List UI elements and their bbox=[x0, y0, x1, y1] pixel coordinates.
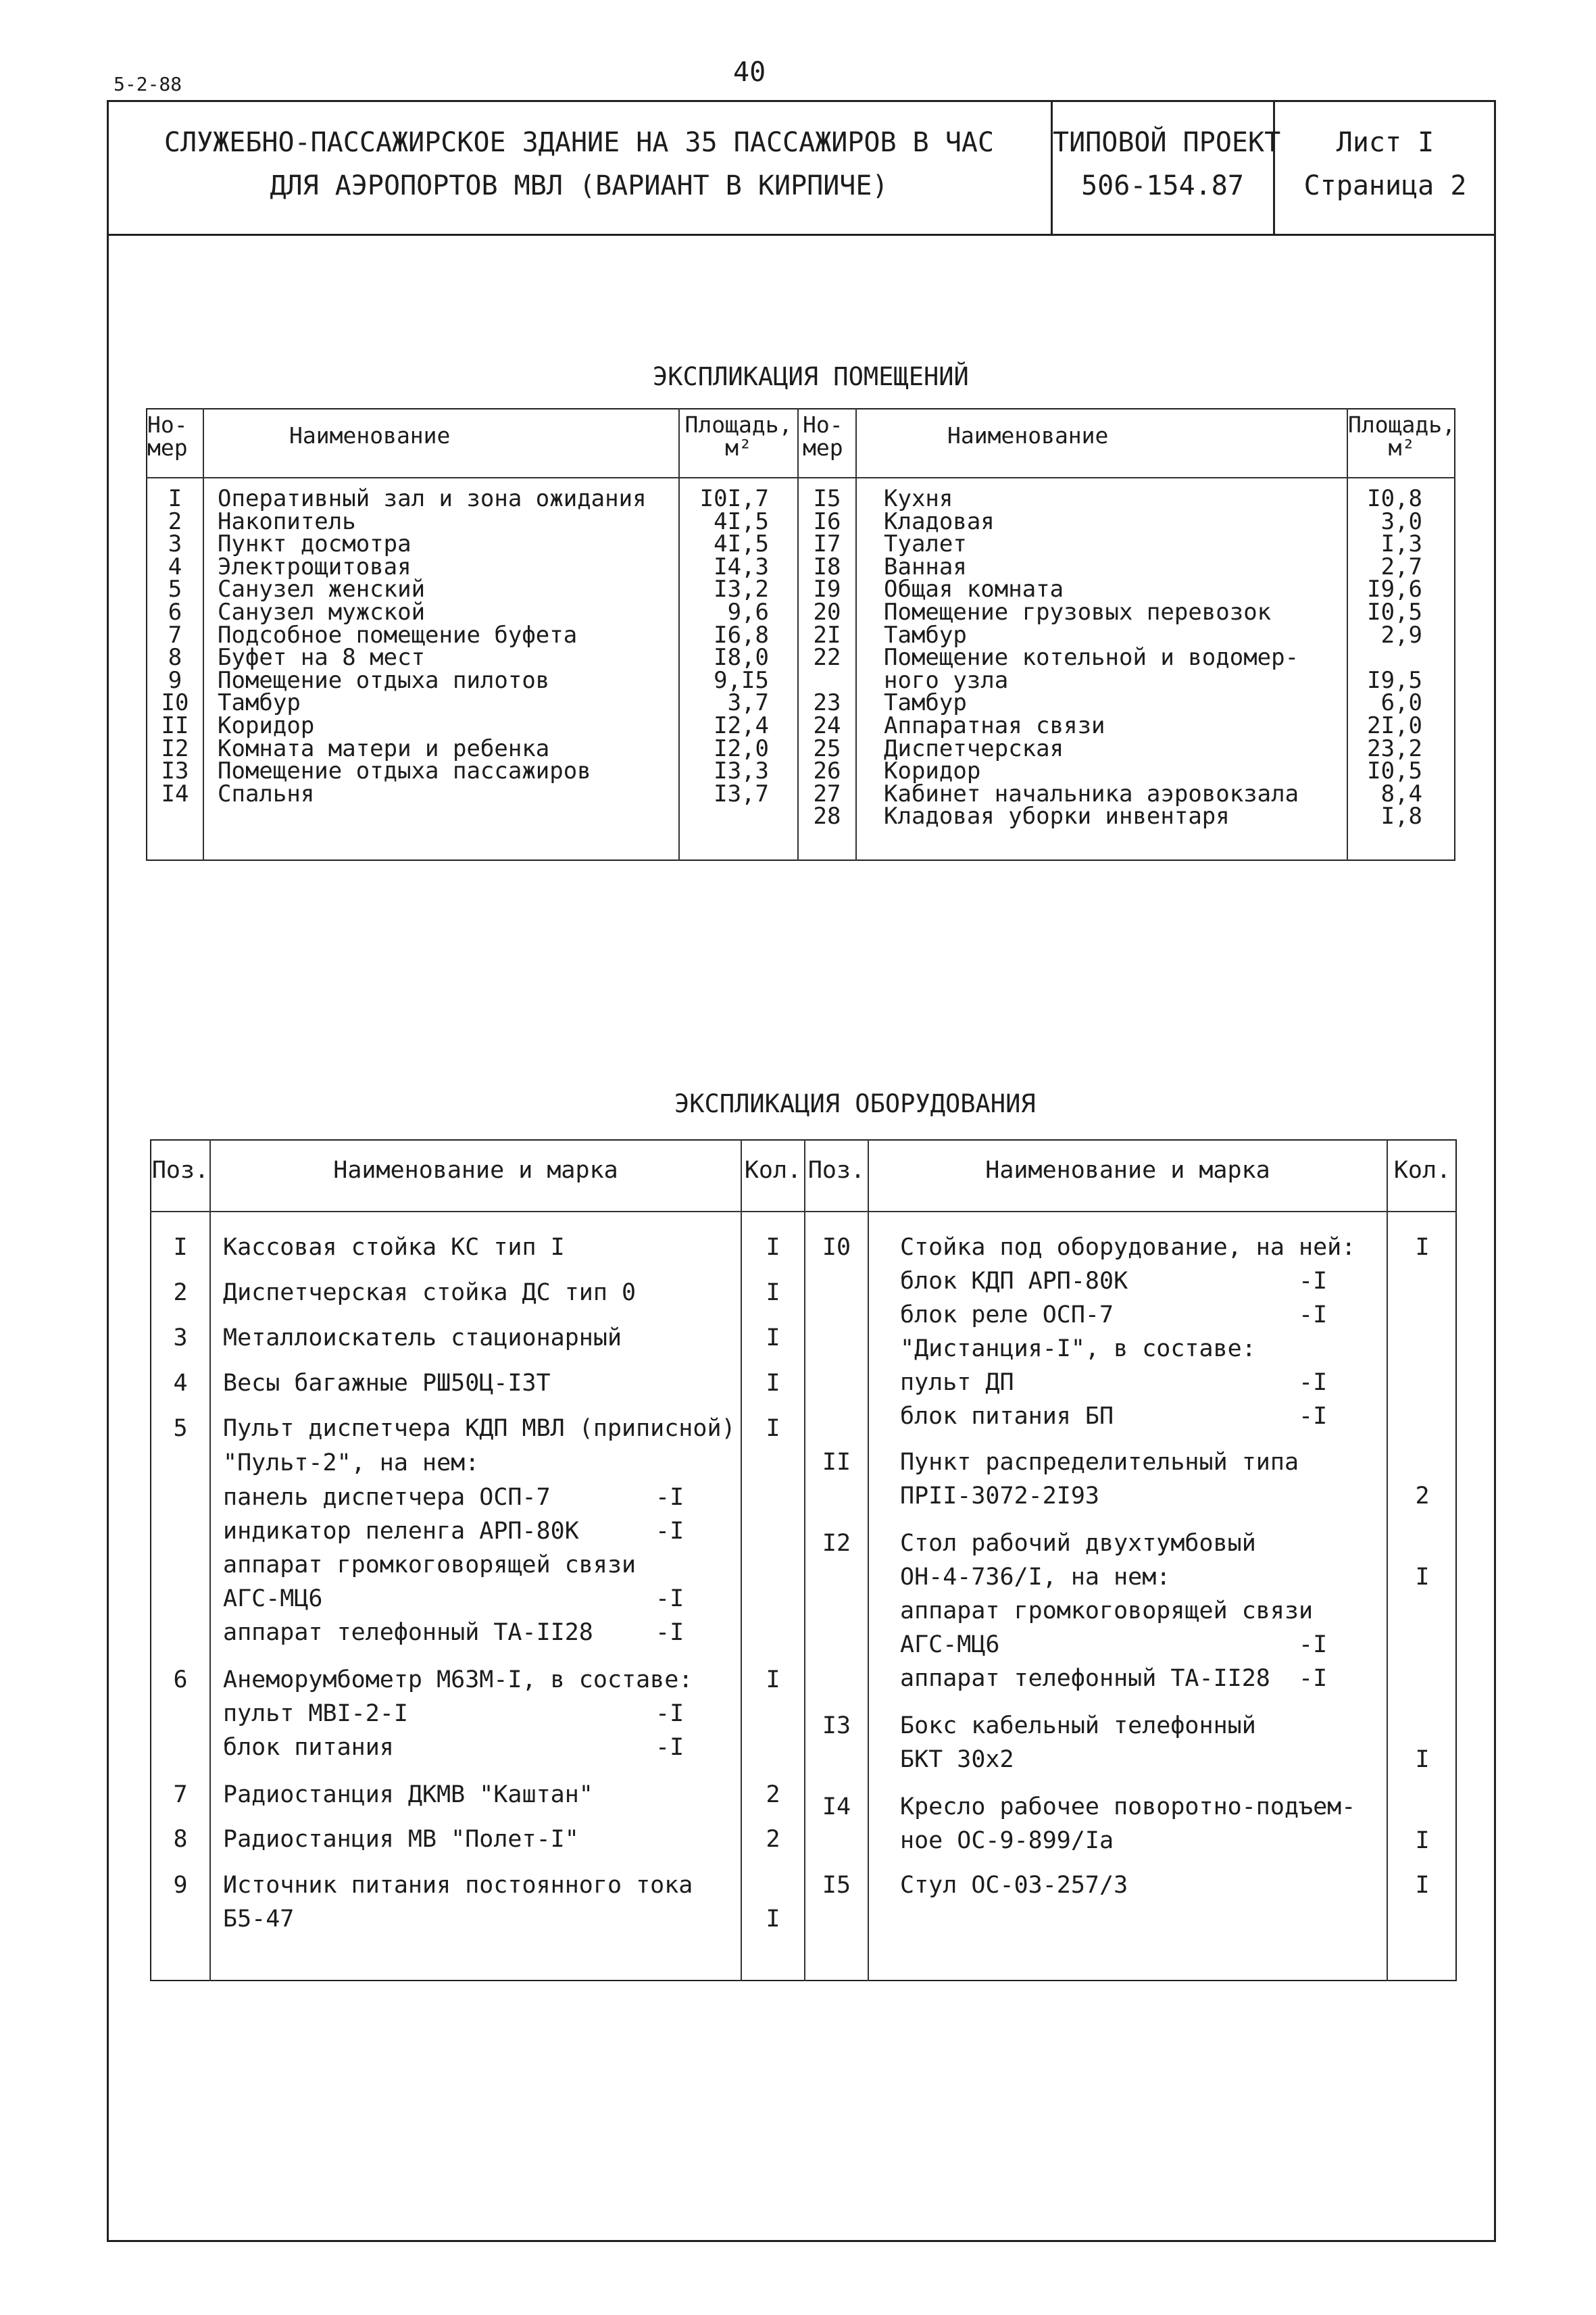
equipment-left-name: индикатор пеленга АРП-80К bbox=[223, 1518, 579, 1545]
equipment-right-name: Стойка под оборудование, на ней: bbox=[900, 1234, 1356, 1261]
equipment-left-pos: 8 bbox=[173, 1826, 188, 1853]
equipment-left-qty: 2 bbox=[766, 1826, 780, 1853]
equipment-right-qty: I bbox=[1415, 1827, 1430, 1854]
equipment-left-name: Радиостанция ДКМВ "Каштан" bbox=[223, 1781, 593, 1808]
equipment-right-name: блок КДП АРП-80К bbox=[900, 1268, 1128, 1295]
equipment-header-name-left: Наименование и марка bbox=[333, 1157, 618, 1184]
equipment-right-name: ное ОС-9-899/Iа bbox=[900, 1827, 1114, 1854]
equipment-right-pos: I3 bbox=[822, 1712, 851, 1739]
equipment-right-name: пульт ДП bbox=[900, 1369, 1014, 1396]
equipment-left-sub-qty: -I bbox=[655, 1484, 684, 1511]
equipment-header-qty-left: Кол. bbox=[744, 1157, 802, 1184]
rooms-left-names: Оперативный зал и зона ожидания Накопитель Пункт досмотра Электрощитовая Санузел женский Санузел мужской Подсобное помещение буфета Буфет на 8 мест Помещение отдыха пилотов Тамбур Коридор Комната матери и ребенка Помещение отдыха пассажиров Спальня bbox=[218, 485, 647, 807]
stamp-sheet: Лист I bbox=[1336, 127, 1435, 158]
equipment-left-name: пульт МВI-2-I bbox=[223, 1700, 408, 1727]
equipment-right-sub-qty: -I bbox=[1299, 1369, 1328, 1396]
equipment-left-pos: 5 bbox=[173, 1415, 188, 1442]
equipment-left-pos: 2 bbox=[173, 1279, 188, 1306]
rooms-header-name-right: Наименование bbox=[947, 422, 1109, 449]
equipment-left-sub-qty: -I bbox=[655, 1518, 684, 1545]
page-number: 40 bbox=[733, 57, 766, 88]
equipment-left-name: панель диспетчера ОСП-7 bbox=[223, 1484, 551, 1511]
equipment-right-sub-qty: -I bbox=[1299, 1631, 1328, 1658]
equipment-right-name: БКТ 30х2 bbox=[900, 1746, 1014, 1773]
equipment-left-name: аппарат громкоговорящей связи bbox=[223, 1551, 637, 1578]
rooms-header-name-left: Наименование bbox=[289, 422, 451, 449]
equipment-left-name: Источник питания постоянного тока bbox=[223, 1872, 693, 1899]
equipment-left-name: АГС-МЦ6 bbox=[223, 1585, 323, 1612]
equipment-header-pos-left: Поз. bbox=[151, 1157, 209, 1184]
equipment-left-name: Металлоискатель стационарный bbox=[223, 1324, 622, 1351]
equipment-left-name: Кассовая стойка КС тип I bbox=[223, 1234, 565, 1261]
equipment-col-line-4 bbox=[868, 1139, 869, 1981]
equipment-left-qty: 2 bbox=[766, 1781, 780, 1808]
equipment-right-name: Стол рабочий двухтумбовый bbox=[900, 1530, 1256, 1557]
equipment-left-sub-qty: -I bbox=[655, 1700, 684, 1727]
stamp-project-label: ТИПОВОЙ ПРОЕКТ bbox=[1053, 127, 1281, 158]
equipment-left-sub-qty: -I bbox=[655, 1585, 684, 1612]
stamp-project-number: 506-154.87 bbox=[1081, 170, 1244, 201]
equipment-right-name: ОН-4-736/I, на нем: bbox=[900, 1564, 1171, 1591]
rooms-col-line-4 bbox=[855, 408, 857, 861]
title-block-divider-2 bbox=[1273, 100, 1275, 235]
equipment-table-title: ЭКСПЛИКАЦИЯ ОБОРУДОВАНИЯ bbox=[674, 1089, 1036, 1118]
equipment-right-qty: I bbox=[1415, 1234, 1430, 1261]
rooms-right-numbers: I5 I6 I7 I8 I9 20 2I 22 23 24 25 26 27 28 bbox=[813, 485, 841, 830]
equipment-right-name: Бокс кабельный телефонный bbox=[900, 1712, 1256, 1739]
equipment-right-name: блок питания БП bbox=[900, 1403, 1114, 1430]
equipment-left-name: Радиостанция МВ "Полет-I" bbox=[223, 1826, 579, 1853]
equipment-left-name: аппарат телефонный ТА-II28 bbox=[223, 1619, 593, 1646]
equipment-right-sub-qty: -I bbox=[1299, 1301, 1328, 1328]
equipment-left-pos: 7 bbox=[173, 1781, 188, 1808]
equipment-right-pos: I5 bbox=[822, 1872, 851, 1899]
equipment-left-sub-qty: -I bbox=[655, 1619, 684, 1646]
equipment-left-name: Весы багажные РШ50Ц-I3Т bbox=[223, 1370, 551, 1397]
title-block-bottom-line bbox=[107, 234, 1496, 236]
equipment-right-pos: I4 bbox=[822, 1793, 851, 1820]
equipment-left-pos: 9 bbox=[173, 1872, 188, 1899]
equipment-left-qty: I bbox=[766, 1234, 780, 1261]
equipment-header-qty-right: Кол. bbox=[1393, 1157, 1451, 1184]
equipment-right-name: Пункт распределительный типа bbox=[900, 1449, 1299, 1476]
equipment-left-qty: I bbox=[766, 1906, 780, 1933]
rooms-header-area-left: Площадь, м² bbox=[684, 412, 793, 461]
equipment-left-qty: I bbox=[766, 1324, 780, 1351]
equipment-left-pos: 6 bbox=[173, 1666, 188, 1693]
equipment-header-pos-right: Поз. bbox=[807, 1157, 866, 1184]
rooms-table-title: ЭКСПЛИКАЦИЯ ПОМЕЩЕНИЙ bbox=[653, 362, 969, 391]
rooms-right-names: Кухня Кладовая Туалет Ванная Общая комната Помещение грузовых перевозок Тамбур Помещение котельной и водомер- ного узла Тамбур Аппаратная связи Диспетчерская Коридор Кабинет начальника аэровокзала Кладовая уборки инвентаря bbox=[884, 485, 1299, 830]
equipment-left-qty: I bbox=[766, 1370, 780, 1397]
document-code: 5-2-88 bbox=[114, 73, 182, 95]
equipment-right-name: аппарат громкоговорящей связи bbox=[900, 1597, 1314, 1624]
equipment-right-pos: I0 bbox=[822, 1234, 851, 1261]
equipment-right-name: Стул ОС-03-257/3 bbox=[900, 1872, 1128, 1899]
rooms-header-area-right: Площадь, м² bbox=[1348, 412, 1455, 461]
equipment-left-sub-qty: -I bbox=[655, 1734, 684, 1761]
equipment-left-name: блок питания bbox=[223, 1734, 394, 1761]
rooms-left-areas: I0I,7 4I,5 4I,5 I4,3 I3,2 9,6 I6,8 I8,0 9,I5 3,7 I2,4 I2,0 I3,3 I3,7 bbox=[699, 485, 769, 807]
equipment-right-pos: II bbox=[822, 1449, 851, 1476]
title-block-divider-1 bbox=[1051, 100, 1053, 235]
rooms-col-line-1 bbox=[203, 408, 204, 861]
rooms-right-areas: I0,8 3,0 I,3 2,7 I9,6 I0,5 2,9 I9,5 6,0 2I,0 23,2 I0,5 8,4 I,8 bbox=[1367, 485, 1422, 830]
equipment-right-qty: 2 bbox=[1415, 1483, 1430, 1510]
equipment-right-name: "Дистанция-I", в составе: bbox=[900, 1335, 1256, 1362]
equipment-left-pos: I bbox=[173, 1234, 188, 1261]
equipment-col-line-2 bbox=[741, 1139, 742, 1981]
equipment-right-sub-qty: -I bbox=[1299, 1268, 1328, 1295]
equipment-right-sub-qty: -I bbox=[1299, 1403, 1328, 1430]
equipment-left-name: Пульт диспетчера КДП МВЛ (приписной) bbox=[223, 1415, 736, 1442]
equipment-left-qty: I bbox=[766, 1279, 780, 1306]
equipment-right-name: АГС-МЦ6 bbox=[900, 1631, 1000, 1658]
equipment-right-name: блок реле ОСП-7 bbox=[900, 1301, 1114, 1328]
rooms-left-numbers: I 2 3 4 5 6 7 8 9 I0 II I2 I3 I4 bbox=[161, 485, 189, 807]
stamp-title-line2: ДЛЯ АЭРОПОРТОВ МВЛ (ВАРИАНТ В КИРПИЧЕ) bbox=[270, 170, 889, 201]
equipment-left-pos: 3 bbox=[173, 1324, 188, 1351]
equipment-col-line-5 bbox=[1387, 1139, 1388, 1981]
equipment-right-name: ПРII-3072-2I93 bbox=[900, 1483, 1100, 1510]
equipment-right-name: аппарат телефонный ТА-II28 bbox=[900, 1665, 1270, 1692]
stamp-page: Страница 2 bbox=[1303, 170, 1467, 201]
stamp-title-line1: СЛУЖЕБНО-ПАССАЖИРСКОЕ ЗДАНИЕ НА 35 ПАССАЖИРОВ В ЧАС bbox=[164, 127, 995, 158]
rooms-header-line bbox=[146, 477, 1455, 478]
equipment-left-qty: I bbox=[766, 1666, 780, 1693]
equipment-left-name: Б5-47 bbox=[223, 1906, 295, 1933]
equipment-header-name-right: Наименование и марка bbox=[985, 1157, 1270, 1184]
equipment-right-sub-qty: -I bbox=[1299, 1665, 1328, 1692]
equipment-right-qty: I bbox=[1415, 1564, 1430, 1591]
equipment-right-qty: I bbox=[1415, 1872, 1430, 1899]
equipment-right-name: Кресло рабочее поворотно-подъем- bbox=[900, 1793, 1356, 1820]
equipment-left-name: Анеморумбометр М63М-I, в составе: bbox=[223, 1666, 693, 1693]
rooms-header-num-right: Но- мер bbox=[803, 412, 843, 461]
equipment-col-line-3 bbox=[804, 1139, 805, 1981]
equipment-col-line-1 bbox=[209, 1139, 211, 1981]
equipment-left-pos: 4 bbox=[173, 1370, 188, 1397]
equipment-left-qty: I bbox=[766, 1415, 780, 1442]
equipment-header-line bbox=[150, 1211, 1457, 1212]
equipment-right-pos: I2 bbox=[822, 1530, 851, 1557]
equipment-left-name: Диспетчерская стойка ДС тип 0 bbox=[223, 1279, 637, 1306]
rooms-header-num-left: Но- мер bbox=[147, 412, 188, 461]
equipment-right-qty: I bbox=[1415, 1746, 1430, 1773]
equipment-left-name: "Пульт-2", на нем: bbox=[223, 1449, 480, 1476]
